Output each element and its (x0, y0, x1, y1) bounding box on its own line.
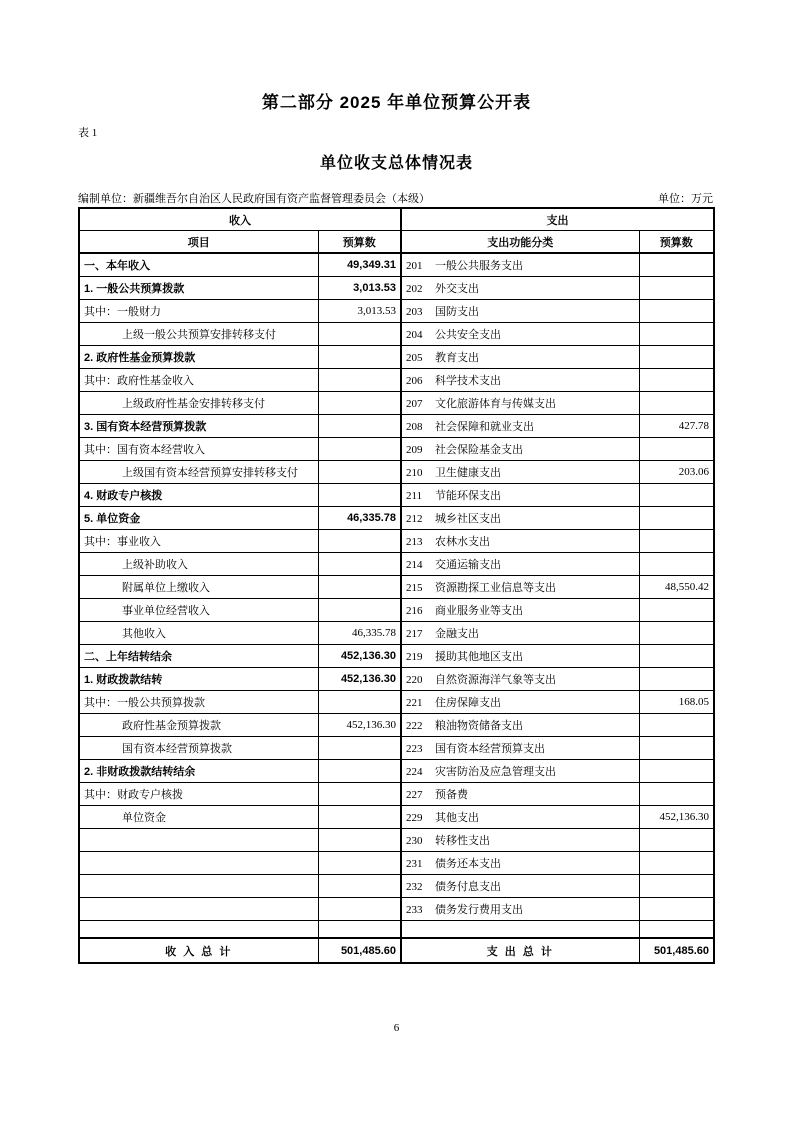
expense-code: 214 (406, 559, 423, 571)
income-budget-cell (318, 852, 401, 875)
expense-code: 222 (406, 720, 423, 732)
income-budget-cell (318, 484, 401, 507)
expense-name: 援助其他地区支出 (435, 651, 523, 663)
budget-table-body (79, 208, 714, 963)
income-budget-cell: 46,335.78 (318, 507, 401, 530)
income-item-cell: 其中：财政专户核拨 (79, 783, 318, 806)
expense-budget-cell (639, 622, 714, 645)
table-title: 单位收支总体情况表 (319, 155, 473, 172)
income-budget-cell (318, 415, 401, 438)
expense-code: 233 (406, 904, 423, 916)
income-item-cell: 单位资金 (79, 806, 318, 829)
expense-code: 229 (406, 812, 423, 824)
expense-name: 节能环保支出 (435, 490, 501, 502)
col-header-item: 项目 (79, 231, 318, 254)
expense-code: 232 (406, 881, 423, 893)
expense-code: 227 (406, 789, 423, 801)
income-budget-cell: 452,136.30 (318, 714, 401, 737)
total-row (79, 938, 714, 963)
income-item-cell: 其中：一般公共预算拨款 (79, 691, 318, 714)
expense-name: 科学技术支出 (435, 375, 501, 387)
prepared-by-label: 编制单位：新疆维吾尔自治区人民政府国有资产监督管理委员会（本级） (78, 193, 430, 205)
table-row (79, 253, 714, 277)
expense-class-cell (401, 737, 639, 760)
expense-budget-cell: 203.06 (639, 461, 714, 484)
table-row (79, 392, 714, 415)
expense-budget-cell (639, 346, 714, 369)
expense-total-value: 501,485.60 (639, 938, 714, 963)
expense-code: 212 (406, 513, 423, 525)
expense-code: 203 (406, 306, 423, 318)
expense-name: 公共安全支出 (435, 329, 501, 341)
expense-name: 社会保险基金支出 (435, 444, 523, 456)
table-row (79, 760, 714, 783)
table-row (79, 346, 714, 369)
expense-name: 文化旅游体育与传媒支出 (435, 398, 556, 410)
income-budget-cell: 452,136.30 (318, 645, 401, 668)
expense-name: 金融支出 (435, 628, 479, 640)
col-header-income-budget: 预算数 (318, 231, 401, 254)
income-budget-cell: 452,136.30 (318, 668, 401, 691)
income-item-cell (79, 921, 318, 939)
income-item-cell: 其中：政府性基金收入 (79, 369, 318, 392)
table-row (79, 484, 714, 507)
expense-class-cell (401, 530, 639, 553)
expense-name: 粮油物资储备支出 (435, 720, 523, 732)
expense-code: 231 (406, 858, 423, 870)
expense-name: 自然资源海洋气象等支出 (435, 674, 556, 686)
section-header-row (79, 208, 714, 231)
income-budget-cell (318, 530, 401, 553)
expense-code: 216 (406, 605, 423, 617)
income-item-cell: 政府性基金预算拨款 (79, 714, 318, 737)
income-item-cell: 2. 政府性基金预算拨款 (79, 346, 318, 369)
expense-budget-cell (639, 921, 714, 939)
expense-budget-cell (639, 645, 714, 668)
income-item-cell: 上级一般公共预算安排转移支付 (79, 323, 318, 346)
income-item-cell: 上级补助收入 (79, 553, 318, 576)
expense-budget-cell (639, 714, 714, 737)
income-budget-cell (318, 829, 401, 852)
table-meta-line (78, 190, 713, 206)
income-item-cell: 附属单位上缴收入 (79, 576, 318, 599)
income-budget-cell: 46,335.78 (318, 622, 401, 645)
expense-class-cell (401, 323, 639, 346)
table-row (79, 323, 714, 346)
expense-budget-cell (639, 300, 714, 323)
expense-name: 一般公共服务支出 (435, 260, 523, 272)
expense-class-cell (401, 714, 639, 737)
income-item-cell (79, 875, 318, 898)
expense-name: 外交支出 (435, 283, 479, 295)
expense-budget-cell (639, 369, 714, 392)
income-budget-cell (318, 806, 401, 829)
expense-class-cell (401, 898, 639, 921)
expense-budget-cell (639, 852, 714, 875)
expense-name: 城乡社区支出 (435, 513, 501, 525)
income-item-cell: 5. 单位资金 (79, 507, 318, 530)
expense-class-cell (401, 369, 639, 392)
expense-name: 农林水支出 (435, 536, 490, 548)
expense-section-header: 支出 (401, 208, 714, 231)
income-item-cell: 1. 财政拨款结转 (79, 668, 318, 691)
expense-budget-cell (639, 530, 714, 553)
expense-budget-cell: 168.05 (639, 691, 714, 714)
expense-name: 转移性支出 (435, 835, 490, 847)
expense-class-cell (401, 484, 639, 507)
col-header-expense-budget: 预算数 (639, 231, 714, 254)
table-label: 表 1 (78, 127, 98, 139)
budget-summary-table (78, 207, 715, 964)
table-row (79, 461, 714, 484)
expense-code: 213 (406, 536, 423, 548)
income-item-cell (79, 829, 318, 852)
income-budget-cell (318, 323, 401, 346)
expense-name: 债务还本支出 (435, 858, 501, 870)
expense-class-cell (401, 875, 639, 898)
expense-class-cell (401, 576, 639, 599)
expense-name: 国有资本经营预算支出 (435, 743, 545, 755)
table-row (79, 438, 714, 461)
table-row (79, 737, 714, 760)
expense-name: 商业服务业等支出 (435, 605, 523, 617)
income-item-cell: 3. 国有资本经营预算拨款 (79, 415, 318, 438)
expense-name: 住房保障支出 (435, 697, 501, 709)
unit-label: 单位：万元 (658, 193, 713, 205)
expense-class-cell (401, 599, 639, 622)
expense-class-cell (401, 783, 639, 806)
column-header-row (79, 231, 714, 254)
income-budget-cell (318, 346, 401, 369)
expense-class-cell (401, 300, 639, 323)
table-row (79, 622, 714, 645)
table-row (79, 576, 714, 599)
expense-budget-cell (639, 507, 714, 530)
expense-class-cell (401, 553, 639, 576)
expense-class-cell (401, 438, 639, 461)
expense-budget-cell (639, 599, 714, 622)
expense-budget-cell (639, 484, 714, 507)
expense-name: 其他支出 (435, 812, 479, 824)
income-budget-cell: 3,013.53 (318, 277, 401, 300)
expense-budget-cell (639, 392, 714, 415)
table-row (79, 277, 714, 300)
expense-code: 210 (406, 467, 423, 479)
income-budget-cell (318, 438, 401, 461)
income-item-cell (79, 852, 318, 875)
income-budget-cell (318, 921, 401, 939)
expense-class-cell (401, 415, 639, 438)
income-item-cell: 上级政府性基金安排转移支付 (79, 392, 318, 415)
income-total-value: 501,485.60 (318, 938, 401, 963)
income-item-cell: 事业单位经营收入 (79, 599, 318, 622)
expense-name: 卫生健康支出 (435, 467, 501, 479)
expense-code: 221 (406, 697, 423, 709)
spacer-row (79, 921, 714, 939)
expense-budget-cell (639, 668, 714, 691)
income-section-header: 收入 (79, 208, 401, 231)
expense-name: 国防支出 (435, 306, 479, 318)
table-row (79, 829, 714, 852)
expense-total-label: 支 出 总 计 (401, 938, 639, 963)
income-budget-cell (318, 737, 401, 760)
expense-budget-cell (639, 253, 714, 277)
col-header-expense-class: 支出功能分类 (401, 231, 639, 254)
expense-budget-cell: 452,136.30 (639, 806, 714, 829)
income-budget-cell: 49,349.31 (318, 253, 401, 277)
income-budget-cell (318, 691, 401, 714)
expense-class-cell (401, 645, 639, 668)
income-item-cell: 4. 财政专户核拨 (79, 484, 318, 507)
expense-code: 208 (406, 421, 423, 433)
table-row (79, 852, 714, 875)
expense-class-cell (401, 253, 639, 277)
expense-code: 207 (406, 398, 423, 410)
expense-budget-cell (639, 553, 714, 576)
income-item-cell (79, 898, 318, 921)
table-row (79, 806, 714, 829)
expense-code: 202 (406, 283, 423, 295)
expense-class-cell (401, 346, 639, 369)
income-budget-cell (318, 461, 401, 484)
expense-class-cell (401, 921, 639, 939)
expense-name: 预备费 (435, 789, 468, 801)
table-row (79, 530, 714, 553)
table-row (79, 507, 714, 530)
expense-name: 教育支出 (435, 352, 479, 364)
income-budget-cell (318, 783, 401, 806)
income-item-cell: 上级国有资本经营预算安排转移支付 (79, 461, 318, 484)
income-item-cell: 国有资本经营预算拨款 (79, 737, 318, 760)
expense-budget-cell (639, 829, 714, 852)
expense-name: 灾害防治及应急管理支出 (435, 766, 556, 778)
income-budget-cell (318, 760, 401, 783)
table-row (79, 668, 714, 691)
expense-class-cell (401, 691, 639, 714)
expense-code: 219 (406, 651, 423, 663)
table-row (79, 714, 714, 737)
expense-class-cell (401, 277, 639, 300)
expense-name: 资源勘探工业信息等支出 (435, 582, 556, 594)
expense-code: 223 (406, 743, 423, 755)
table-row (79, 783, 714, 806)
income-item-cell: 其中：事业收入 (79, 530, 318, 553)
expense-budget-cell (639, 438, 714, 461)
income-item-cell: 二、上年结转结余 (79, 645, 318, 668)
income-budget-cell (318, 875, 401, 898)
expense-budget-cell (639, 277, 714, 300)
income-budget-cell: 3,013.53 (318, 300, 401, 323)
income-item-cell: 1. 一般公共预算拨款 (79, 277, 318, 300)
expense-budget-cell: 427.78 (639, 415, 714, 438)
expense-class-cell (401, 461, 639, 484)
page-number: 6 (393, 1022, 400, 1034)
expense-name: 社会保障和就业支出 (435, 421, 534, 433)
table-row (79, 875, 714, 898)
expense-name: 交通运输支出 (435, 559, 501, 571)
income-budget-cell (318, 599, 401, 622)
expense-budget-cell (639, 898, 714, 921)
table-row (79, 369, 714, 392)
expense-code: 220 (406, 674, 423, 686)
table-row (79, 645, 714, 668)
expense-budget-cell (639, 875, 714, 898)
expense-code: 205 (406, 352, 423, 364)
table-row (79, 599, 714, 622)
expense-budget-cell (639, 783, 714, 806)
expense-code: 204 (406, 329, 423, 341)
expense-class-cell (401, 507, 639, 530)
expense-code: 215 (406, 582, 423, 594)
expense-class-cell (401, 760, 639, 783)
expense-code: 201 (406, 260, 423, 272)
income-budget-cell (318, 369, 401, 392)
expense-class-cell (401, 806, 639, 829)
expense-code: 230 (406, 835, 423, 847)
income-budget-cell (318, 553, 401, 576)
expense-class-cell (401, 622, 639, 645)
income-total-label: 收 入 总 计 (79, 938, 318, 963)
expense-budget-cell (639, 737, 714, 760)
income-item-cell: 其中：一般财力 (79, 300, 318, 323)
income-budget-cell (318, 898, 401, 921)
expense-code: 209 (406, 444, 423, 456)
expense-code: 211 (406, 490, 423, 502)
expense-class-cell (401, 668, 639, 691)
expense-name: 债务发行费用支出 (435, 904, 523, 916)
document-part-title: 第二部分 2025 年单位预算公开表 (261, 93, 532, 112)
expense-class-cell (401, 392, 639, 415)
table-row (79, 300, 714, 323)
expense-budget-cell (639, 323, 714, 346)
income-budget-cell (318, 576, 401, 599)
table-row (79, 553, 714, 576)
income-budget-cell (318, 392, 401, 415)
table-row (79, 691, 714, 714)
income-item-cell: 其中：国有资本经营收入 (79, 438, 318, 461)
expense-class-cell (401, 829, 639, 852)
expense-code: 206 (406, 375, 423, 387)
income-item-cell: 2. 非财政拨款结转结余 (79, 760, 318, 783)
expense-name: 债务付息支出 (435, 881, 501, 893)
expense-code: 224 (406, 766, 423, 778)
expense-budget-cell: 48,550.42 (639, 576, 714, 599)
table-row (79, 415, 714, 438)
expense-class-cell (401, 852, 639, 875)
income-item-cell: 其他收入 (79, 622, 318, 645)
table-row (79, 898, 714, 921)
expense-budget-cell (639, 760, 714, 783)
income-item-cell: 一、本年收入 (79, 253, 318, 277)
expense-code: 217 (406, 628, 423, 640)
